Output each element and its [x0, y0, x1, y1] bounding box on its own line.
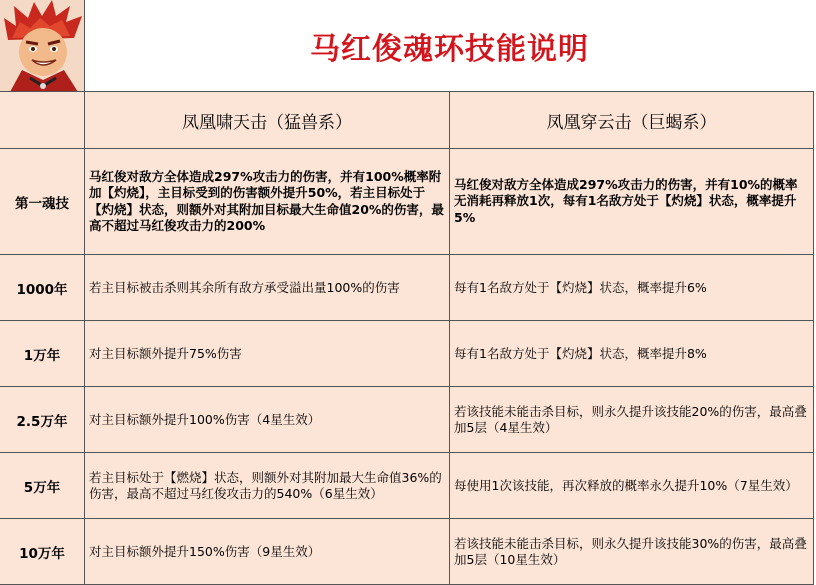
row-label-10k: 1万年: [0, 321, 85, 387]
table-cell: 若主目标被击杀则其余所有敌方承受溢出量100%的伤害: [85, 255, 450, 321]
title-cell: [85, 0, 814, 92]
column-header-2: 凤凰穿云击（巨蝎系）: [450, 92, 814, 149]
table-cell: 对主目标额外提升150%伤害（9星生效）: [85, 519, 450, 585]
table-cell: 对主目标额外提升100%伤害（4星生效）: [85, 387, 450, 453]
row-label-25k: 2.5万年: [0, 387, 85, 453]
table-cell: 若该技能未能击杀目标，则永久提升该技能30%的伤害，最高叠加5层（10星生效）: [450, 519, 814, 585]
table-cell: 对主目标额外提升75%伤害: [85, 321, 450, 387]
row-label-1000: 1000年: [0, 255, 85, 321]
table-cell: 马红俊对敌方全体造成297%攻击力的伤害，并有100%概率附加【灼烧】，主目标受到的伤害额外提升50%，若主目标处于【灼烧】状态，则额外对其附加目标最大生命值20%的伤害，最高不超过马红俊攻击力的200%: [85, 149, 450, 255]
table-cell: 马红俊对敌方全体造成297%攻击力的伤害，并有10%的概率无消耗再释放1次，每有1名敌方处于【灼烧】状态，概率提升5%: [450, 149, 814, 255]
corner-cell: [0, 92, 85, 149]
row-label-100k: 10万年: [0, 519, 85, 585]
row-label-50k: 5万年: [0, 453, 85, 519]
avatar-portrait-image: [0, 0, 85, 92]
character-avatar: [0, 0, 85, 92]
table-cell: 每有1名敌方处于【灼烧】状态，概率提升8%: [450, 321, 814, 387]
table-cell: 每有1名敌方处于【灼烧】状态，概率提升6%: [450, 255, 814, 321]
column-header-1: 凤凰啸天击（猛兽系）: [85, 92, 450, 149]
table-cell: 每使用1次该技能，再次释放的概率永久提升10%（7星生效）: [450, 453, 814, 519]
table-cell: 若该技能未能击杀目标，则永久提升该技能20%的伤害，最高叠加5层（4星生效）: [450, 387, 814, 453]
table-cell: 若主目标处于【燃烧】状态，则额外对其附加最大生命值36%的伤害，最高不超过马红俊攻击力的540%（6星生效）: [85, 453, 450, 519]
row-label-first-skill: 第一魂技: [0, 149, 85, 255]
page-title: 马红俊魂环技能说明: [310, 31, 589, 67]
